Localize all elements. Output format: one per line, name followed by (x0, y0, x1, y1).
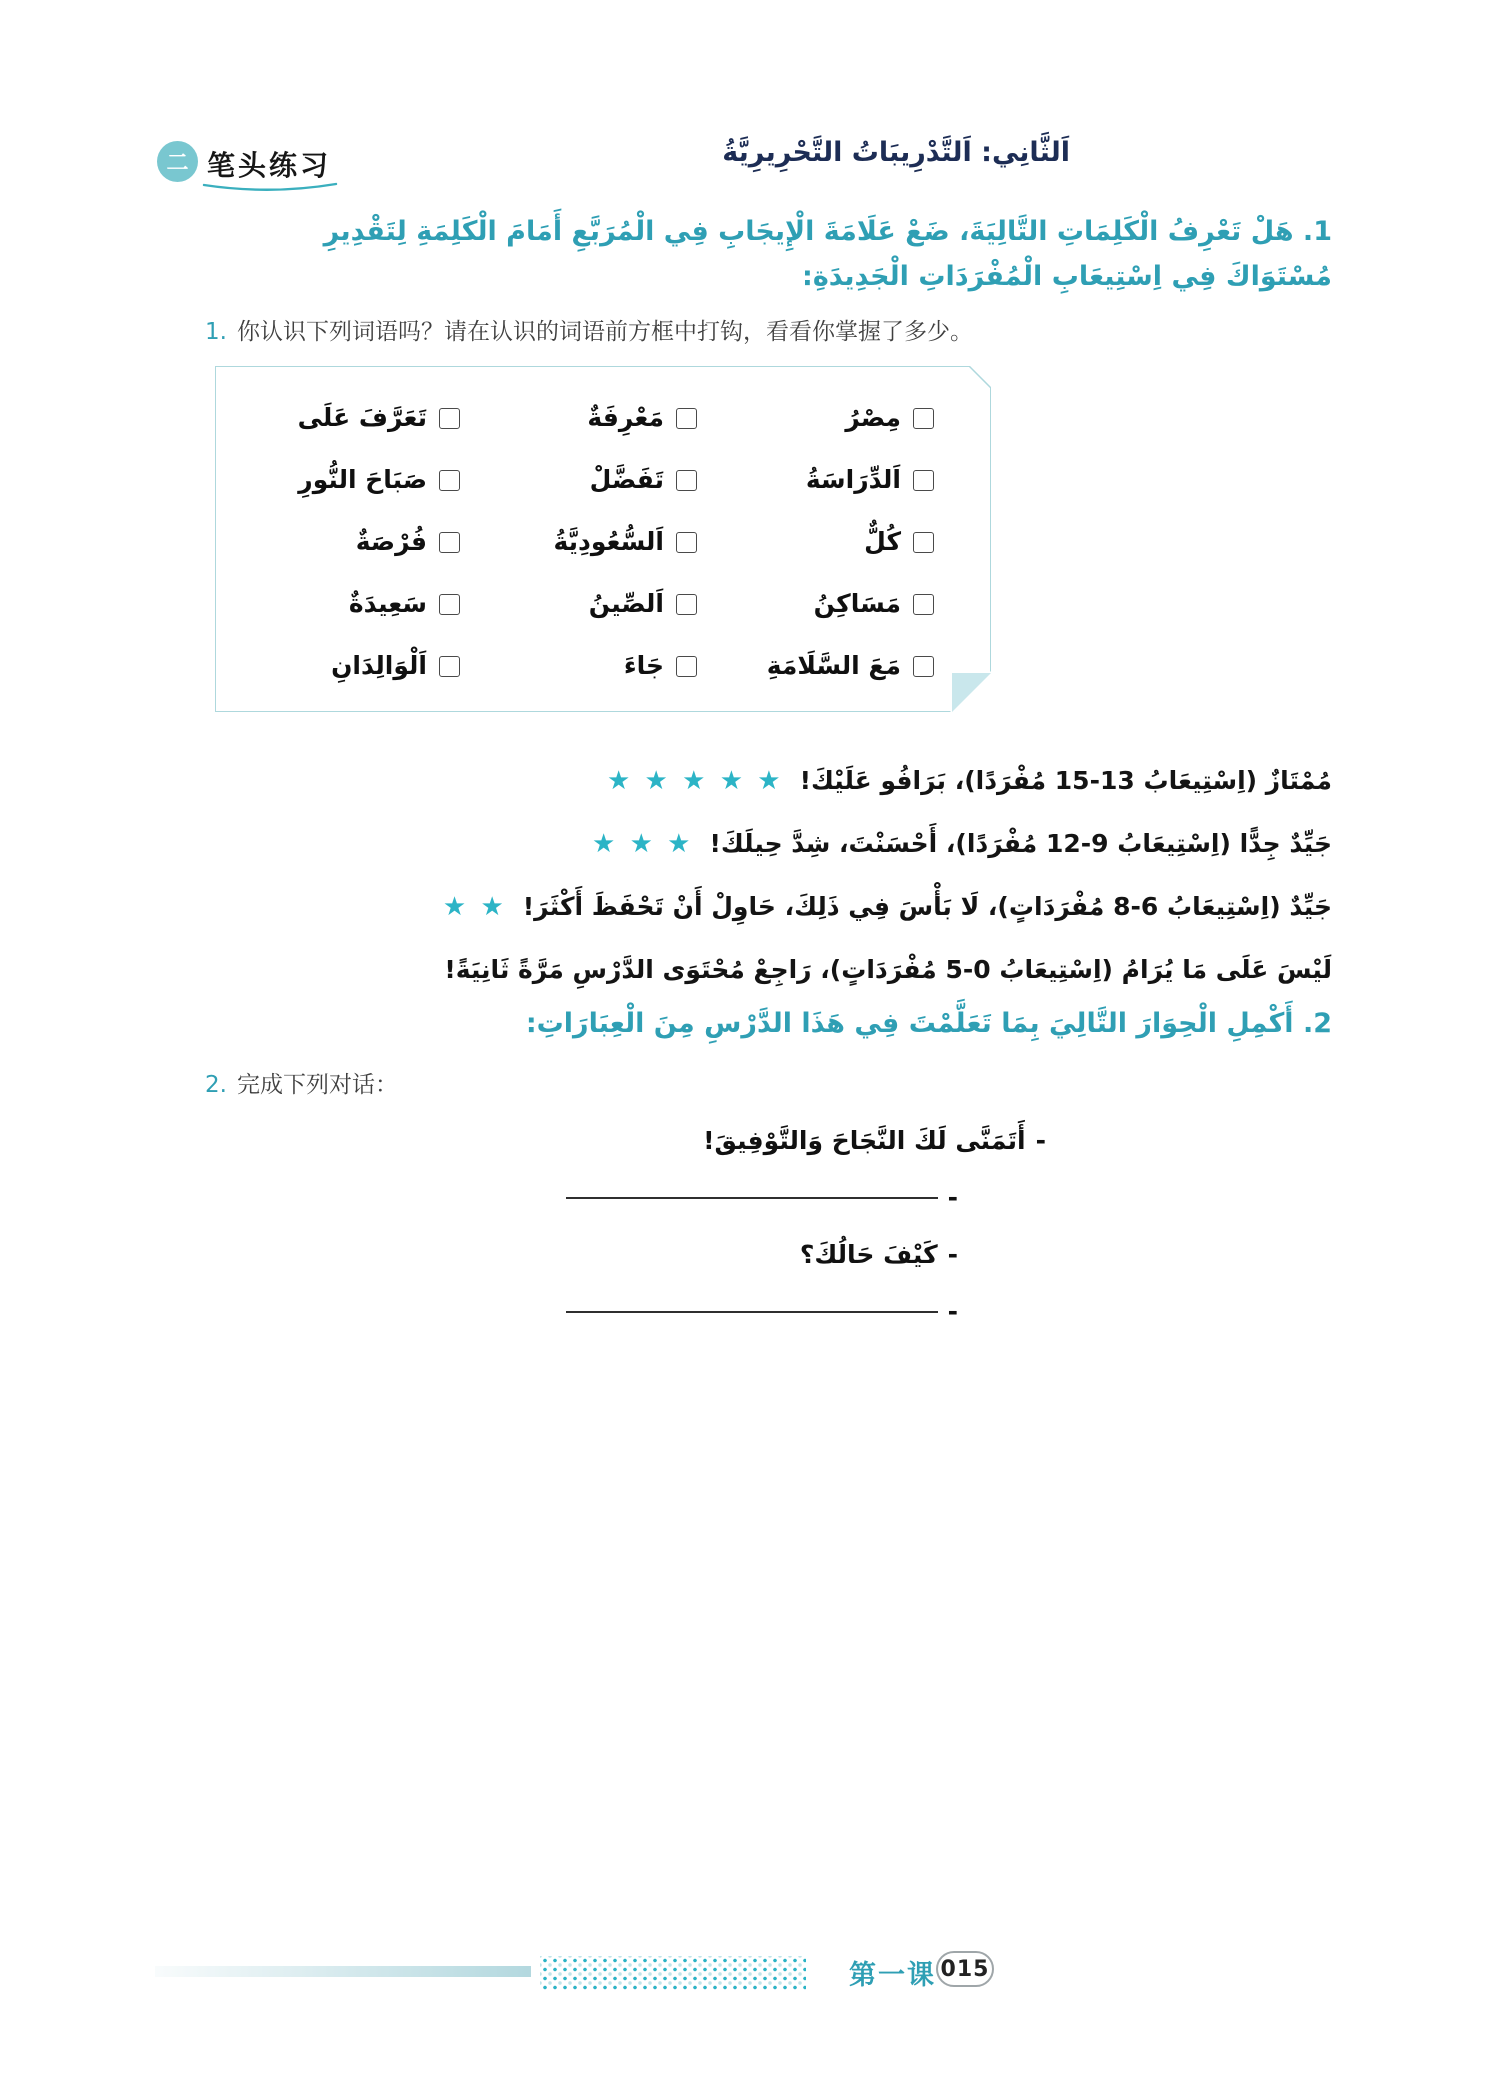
word-item (223, 651, 460, 681)
word-checkbox[interactable] (676, 656, 697, 677)
word-checkbox[interactable] (913, 532, 934, 553)
word-checkbox[interactable] (439, 470, 460, 491)
badge-label: 二 (166, 151, 189, 176)
word-label: كُلٌّ (864, 527, 901, 556)
word-item (460, 651, 697, 681)
rating-row (428, 812, 1332, 875)
word-checkbox[interactable] (676, 408, 697, 429)
star-icons: ★ ★ ★ (592, 828, 694, 859)
rating-row (428, 749, 1332, 812)
rating-scale (428, 749, 1332, 1001)
footer-dots-pattern (540, 1956, 806, 1990)
title-underline-swoosh (200, 181, 340, 195)
box-corner-snip (969, 366, 991, 388)
word-label: مِصْرُ (845, 403, 901, 432)
word-checkbox[interactable] (439, 408, 460, 429)
dialog-text: كَيْفَ حَالُكَ؟ (799, 1240, 938, 1269)
word-checkbox[interactable] (676, 470, 697, 491)
dialog-dash: - (947, 1240, 958, 1269)
word-item (223, 527, 460, 557)
exercise1-number: 1. (205, 319, 227, 345)
word-item (697, 651, 934, 681)
answer-blank[interactable] (566, 1311, 938, 1313)
word-checkbox[interactable] (913, 656, 934, 677)
rating-text: لَيْسَ عَلَى مَا يُرَامُ (اِسْتِيعَابُ 0-5 مُفْرَدَاتٍ)، رَاجِعْ مُحْتَوَى الدَّرْسِ مَرَّةً ثَانِيَةً! (444, 955, 1332, 984)
word-item (697, 403, 934, 433)
exercise2-instruction: 完成下列对话： (236, 1072, 398, 1098)
exercise1-prompt-arabic: 1. هَلْ تَعْرِفُ الْكَلِمَاتِ التَّالِيَةَ، ضَعْ عَلَامَةَ الْإِيجَابِ فِي الْمُرَبَّعِ أَمَامَ الْكَلِمَةِ لِتَقْدِيرِ مُسْتَوَاكَ فِي اِسْتِيعَابِ الْمُفْرَدَاتِ الْجَدِيدَةِ: (323, 216, 1332, 292)
word-label: جَاءَ (623, 651, 664, 680)
word-checkbox[interactable] (676, 594, 697, 615)
word-label: تَعَرَّفَ عَلَى (297, 403, 427, 432)
word-item (460, 465, 697, 495)
section-title-chinese: 笔头练习 (207, 149, 332, 182)
section-title-arabic: اَلثَّانِي: اَلتَّدْرِيبَاتُ التَّحْرِيرِيَّةُ (722, 137, 1070, 168)
dialog-line (566, 1226, 958, 1283)
word-item (223, 465, 460, 495)
word-item (697, 527, 934, 557)
box-corner-snip-line (969, 366, 991, 388)
page-number: 015 (936, 1951, 994, 1987)
word-label: اَلدِّرَاسَةُ (805, 465, 901, 494)
word-item (460, 527, 697, 557)
word-item (460, 403, 697, 433)
dialog-dash: - (947, 1183, 958, 1212)
word-checkbox[interactable] (676, 532, 697, 553)
word-checkbox[interactable] (913, 594, 934, 615)
exercise1-instruction: 你认识下列词语吗？请在认识的词语前方框中打钩，看看你掌握了多少。 (236, 319, 973, 345)
star-icons: ★ ★ (442, 891, 507, 922)
dialog-dash: - (1035, 1126, 1046, 1155)
dialog-answer-line (566, 1169, 958, 1226)
word-checkbox[interactable] (439, 594, 460, 615)
dialog-answer-line (566, 1283, 958, 1340)
word-label: مَسَاكِنُ (813, 589, 901, 618)
exercise2-number: 2. (205, 1072, 227, 1098)
word-label: مَعَ السَّلَامَةِ (766, 651, 901, 680)
rating-text: جَيِّدٌ (اِسْتِيعَابُ 6-8 مُفْرَدَاتٍ)، لَا بَأْسَ فِي ذَلِكَ، حَاوِلْ أَنْ تَحْفَظَ أَكْثَرَ! (522, 892, 1332, 921)
word-checkbox[interactable] (913, 470, 934, 491)
vocabulary-box (215, 366, 991, 712)
word-item (697, 589, 934, 619)
star-icons: ★ ★ ★ ★ ★ (606, 765, 784, 796)
word-label: اَلْوَالِدَانِ (331, 651, 427, 680)
word-label: صَبَاحَ النُّورِ (298, 465, 427, 494)
word-item (223, 403, 460, 433)
word-label: تَفَضَّلْ (589, 465, 664, 494)
exercise2-prompt-arabic: 2. أَكْمِلِ الْحِوَارَ التَّالِيَ بِمَا تَعَلَّمْتَ فِي هَذَا الدَّرْسِ مِنَ الْعِبَارَاتِ: (525, 1008, 1332, 1039)
word-label: اَلسُّعُودِيَّةُ (553, 527, 664, 556)
word-item (223, 589, 460, 619)
word-item (460, 589, 697, 619)
footer-gradient-bar (155, 1966, 531, 1977)
word-label: اَلصِّينُ (588, 589, 664, 618)
word-item (697, 465, 934, 495)
word-checkbox[interactable] (913, 408, 934, 429)
rating-text: جَيِّدٌ جِدًّا (اِسْتِيعَابُ 9-12 مُفْرَدًا)، أَحْسَنْتَ، شِدَّ حِيلَكَ! (709, 829, 1332, 858)
section-number-badge (157, 141, 198, 182)
rating-row (428, 938, 1332, 1001)
rating-row (428, 875, 1332, 938)
word-label: سَعِيدَةٌ (348, 589, 427, 618)
word-label: مَعْرِفَةٌ (587, 403, 664, 432)
dialog-line (566, 1112, 1046, 1169)
word-checkbox[interactable] (439, 656, 460, 677)
rating-text: مُمْتَازٌ (اِسْتِيعَابُ 13-15 مُفْرَدًا)، بَرَافُو عَلَيْكَ! (799, 766, 1332, 795)
dialog-dash: - (947, 1297, 958, 1326)
exercise1-prompt-chinese (205, 313, 973, 346)
word-checkbox[interactable] (439, 532, 460, 553)
lesson-label: 第一课 (849, 1960, 936, 1991)
exercise2-prompt-chinese (205, 1066, 398, 1099)
word-label: فُرْصَةٌ (355, 527, 427, 556)
dialog-text: أَتَمَنَّى لَكَ النَّجَاحَ وَالتَّوْفِيقَ! (703, 1126, 1026, 1155)
dialog-block (566, 1112, 1046, 1340)
vocabulary-grid (216, 367, 990, 711)
answer-blank[interactable] (566, 1197, 938, 1199)
